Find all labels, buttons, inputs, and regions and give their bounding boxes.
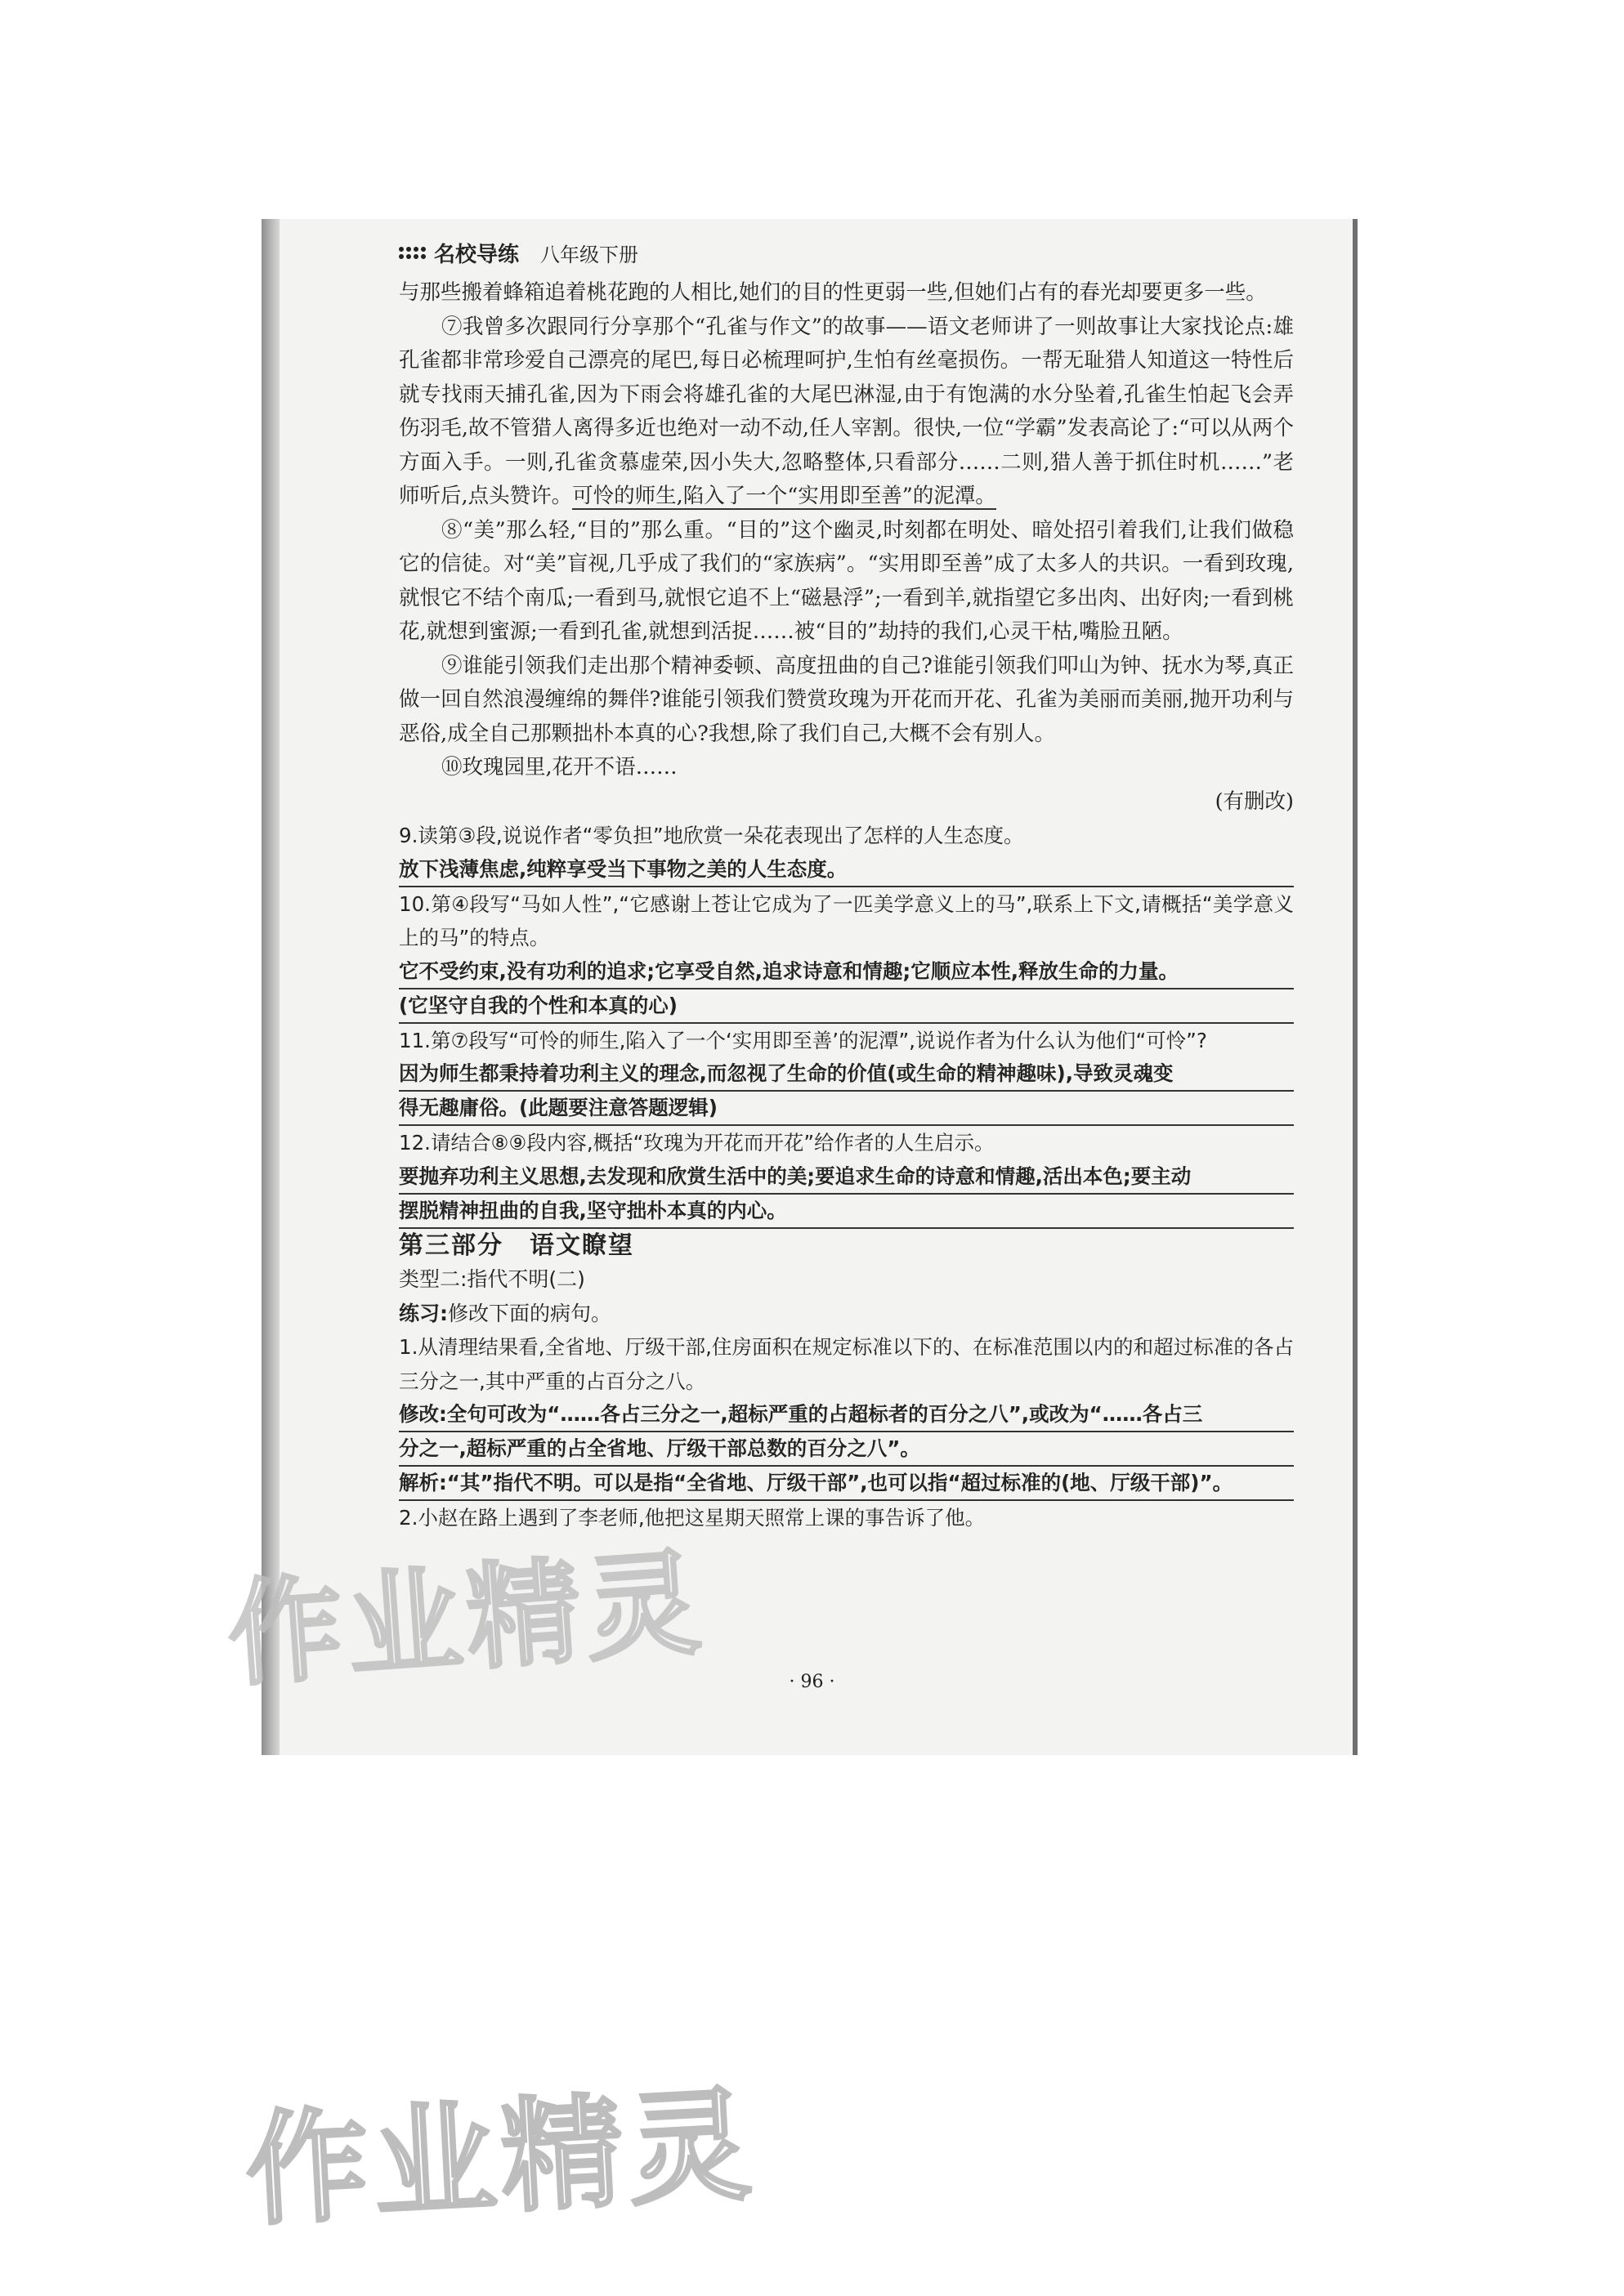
type-title: 类型二:指代不明(二) xyxy=(399,1267,585,1291)
exercise-sentence: 2.小赵在路上遇到了李老师,他把这星期天照常上课的事告诉了他。 xyxy=(399,1506,986,1530)
question-text: 10.第④段写“马如人性”,“它感谢上苍让它成为了一匹美学意义上的马”,联系上下文,请概括“美学意义上的马”的特点。 xyxy=(399,891,1294,949)
question-10 xyxy=(399,887,1294,1024)
page-content xyxy=(399,276,1294,1535)
question-9 xyxy=(399,819,1294,887)
page-number: · 96 · xyxy=(789,1672,835,1692)
answer-line: 分之一,超标严重的占全省地、厅级干部总数的百分之八”。 xyxy=(399,1432,1294,1467)
exercise-sentence: 1.从清理结果看,全省地、厅级干部,住房面积在规定标准以下的、在标准范围以内的和超过标准的各占三分之一,其中严重的占百分之八。 xyxy=(399,1335,1294,1393)
answer-line: 解析:“其”指代不明。可以是指“全省地、厅级干部”,也可以指“超过标准的(地、厅级干部)”。 xyxy=(399,1467,1294,1501)
answer-line: 它不受约束,没有功利的追求;它享受自然,追求诗意和情趣;它顺应本性,释放生命的力量。 xyxy=(399,955,1294,989)
paragraph-6-tail: 与那些搬着蜂箱追着桃花跑的人相比,她们的目的性更弱一些,但她们占有的春光却要更多一些。 xyxy=(399,280,1267,305)
practice-instruction xyxy=(399,1297,1294,1331)
answer-line: 要抛弃功利主义思想,去发现和欣赏生活中的美;要追求生命的诗意和情趣,活出本色;要主动 xyxy=(399,1160,1294,1195)
page-edge xyxy=(1353,219,1358,1755)
answer-line: 得无趣庸俗。(此题要注意答题逻辑) xyxy=(399,1092,1294,1126)
question-11 xyxy=(399,1024,1294,1127)
paragraph-7 xyxy=(399,310,1294,514)
edit-note: (有删改) xyxy=(1215,788,1294,814)
paragraph-8: ⑧“美”那么轻,“目的”那么重。“目的”这个幽灵,时刻都在明处、暗处招引着我们,让我们做稳它的信徒。对“美”盲视,几乎成了我们的“家族病”。“实用即至善”成了太多人的共识。一看到玫瑰,就恨它不结个南瓜;一看到马,就恨它追不上“磁悬浮”;一看到羊,就指望它多出肉、出好肉;一看到桃花,就想到蜜源;一看到孔雀,就想到活捉……被“目的”劫持的我们,心灵干枯,嘴脸丑陋。 xyxy=(399,517,1294,644)
paragraph-7-underlined: 可怜的师生,陷入了一个“实用即至善”的泥潭。 xyxy=(572,484,996,508)
page-header xyxy=(399,237,638,268)
watermark-logo: 作业精灵 xyxy=(242,2074,759,2244)
answer-line: 因为师生都秉持着功利主义的理念,而忽视了生命的价值(或生命的精神趣味),导致灵魂变 xyxy=(399,1057,1294,1092)
paragraph-9: ⑨谁能引领我们走出那个精神委顿、高度扭曲的自己?谁能引领我们叩山为钟、抚水为琴,真正做一回自然浪漫缠绵的舞伴?谁能引领我们赞赏玫瑰为开花而开花、孔雀为美丽而美丽,抛开功利与恶俗,成全自己那颗拙朴本真的心?我想,除了我们自己,大概不会有别人。 xyxy=(399,653,1294,746)
watermark-logo: 作业精灵 xyxy=(223,1536,709,1704)
part3-title: 第三部分 语文瞭望 xyxy=(399,1231,634,1260)
answer-line: 放下浅薄焦虑,纯粹享受当下事物之美的人生态度。 xyxy=(399,853,1294,887)
answer-line: 摆脱精神扭曲的自我,坚守拙朴本真的内心。 xyxy=(399,1195,1294,1229)
page-binding-shadow xyxy=(262,219,280,1755)
practice-label: 练习: xyxy=(399,1301,448,1325)
logo-dots-icon xyxy=(399,247,426,259)
question-text: 12.请结合⑧⑨段内容,概括“玫瑰为开花而开花”给作者的人生启示。 xyxy=(399,1131,995,1155)
answer-line: (它坚守自我的个性和本真的心) xyxy=(399,989,1294,1024)
question-text: 9.读第③段,说说作者“零负担”地欣赏一朵花表现出了怎样的人生态度。 xyxy=(399,824,1024,847)
question-text: 11.第⑦段写“可怜的师生,陷入了一个‘实用即至善’的泥潭”,说说作者为什么认为他们“可怜”? xyxy=(399,1028,1207,1052)
answer-line: 修改:全句可改为“……各占三分之一,超标严重的占超标者的百分之八”,或改为“……各占三 xyxy=(399,1398,1294,1432)
paragraph-10: ⑩玫瑰园里,花开不语…… xyxy=(441,755,678,779)
grade-label: 八年级下册 xyxy=(540,243,639,266)
exercise-1 xyxy=(399,1330,1294,1501)
question-12 xyxy=(399,1126,1294,1229)
brand-title: 名校导练 xyxy=(434,242,520,267)
paragraph-7-text: ⑦我曾多次跟同行分享那个“孔雀与作文”的故事——语文老师讲了一则故事让大家找论点:雄孔雀都非常珍爱自己漂亮的尾巴,每日必梳理呵护,生怕有丝毫损伤。一帮无耻猎人知道这一特性后就专找雨天捕孔雀,因为下雨会将雄孔雀的大尾巴淋湿,由于有饱满的水分坠着,孔雀生怕起飞会弄伤羽毛,故不管猎人离得多近也绝对一动不动,任人宰割。很快,一位“学霸”发表高论了:“可以从两个方面入手。一则,孔雀贪慕虚荣,因小失大,忽略整体,只看部分……二则,猎人善于抓住时机……”老师听后,点头赞许。 xyxy=(399,314,1294,508)
practice-text: 修改下面的病句。 xyxy=(448,1301,612,1325)
